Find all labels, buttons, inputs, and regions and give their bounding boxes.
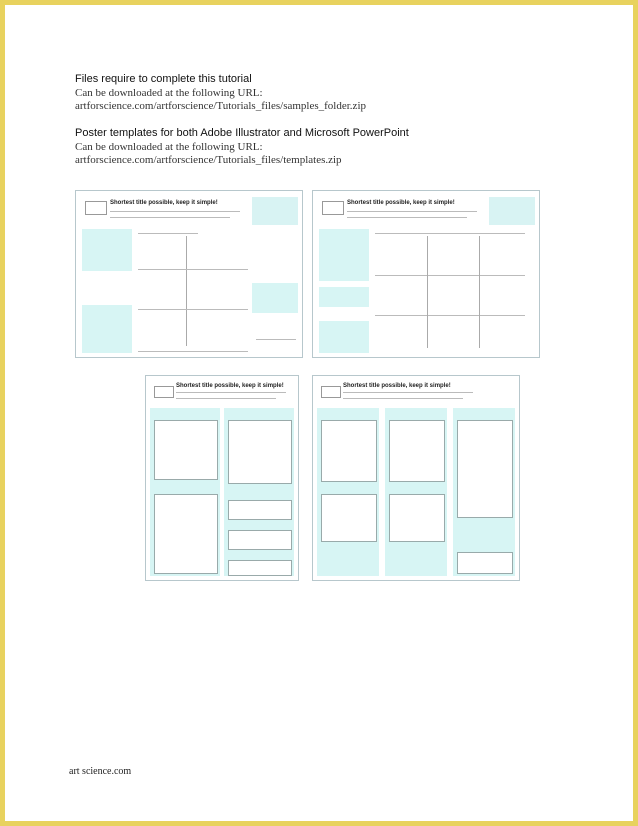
poster-thumbnail-3 xyxy=(145,375,299,581)
poster-thumbnail-4 xyxy=(312,375,520,581)
poster-title: Shortest title possible, keep it simple! xyxy=(343,383,451,389)
affiliations-line xyxy=(176,398,276,399)
files-url[interactable]: artforscience.com/artforscience/Tutorials_files/samples_folder.zip xyxy=(75,100,366,112)
methods-box xyxy=(319,287,369,307)
authors-line xyxy=(110,211,240,212)
section-line-3 xyxy=(375,315,525,316)
grid-line-1 xyxy=(138,269,248,270)
section-line-2 xyxy=(375,275,525,276)
grid-divider-1 xyxy=(427,236,428,348)
templates-line-1: Can be downloaded at the following URL: xyxy=(75,141,263,153)
authors-line xyxy=(347,211,477,212)
intro-gap xyxy=(82,271,132,305)
section-line-1 xyxy=(375,233,525,234)
intro-panel xyxy=(154,420,218,480)
poster-thumbnail-2 xyxy=(312,190,540,358)
results-panel-2 xyxy=(389,494,445,542)
poster-title: Shortest title possible, keep it simple! xyxy=(110,200,218,206)
grid-divider-2 xyxy=(479,236,480,348)
figure-caption-line xyxy=(138,233,198,234)
results-panel xyxy=(389,420,445,482)
logo-placeholder xyxy=(154,386,174,398)
poster-title: Shortest title possible, keep it simple! xyxy=(176,383,284,389)
intro-column xyxy=(319,229,369,281)
grid-divider xyxy=(186,236,187,346)
affiliations-line xyxy=(343,398,463,399)
conclusion-panel xyxy=(228,500,292,520)
templates-heading: Poster templates for both Adobe Illustrator and Microsoft PowerPoint xyxy=(75,127,409,139)
templates-url[interactable]: artforscience.com/artforscience/Tutorials_files/templates.zip xyxy=(75,154,342,166)
grid-line-2 xyxy=(138,309,248,310)
grid-line-3 xyxy=(138,351,248,352)
logo-placeholder xyxy=(322,201,344,215)
contact-box xyxy=(252,197,298,225)
conclusion-box xyxy=(252,283,298,313)
authors-line xyxy=(343,392,473,393)
references-line xyxy=(256,339,296,340)
methods-panel xyxy=(321,494,377,542)
references-panel xyxy=(228,530,292,550)
footer-brand: art science.com xyxy=(69,766,132,777)
acknowledgements-panel xyxy=(228,560,292,576)
references-panel xyxy=(457,552,513,574)
poster-thumbnail-1 xyxy=(75,190,303,358)
authors-line xyxy=(176,392,286,393)
conclusion-box xyxy=(319,321,369,353)
files-heading: Files require to complete this tutorial xyxy=(75,73,252,85)
discussion-panel xyxy=(457,420,513,518)
methods-panel xyxy=(154,494,218,574)
contact-box xyxy=(489,197,535,225)
document-page xyxy=(5,5,633,821)
affiliations-line xyxy=(347,217,467,218)
results-panel xyxy=(228,420,292,484)
logo-placeholder xyxy=(321,386,341,398)
files-line-1: Can be downloaded at the following URL: xyxy=(75,87,263,99)
logo-placeholder xyxy=(85,201,107,215)
poster-title: Shortest title possible, keep it simple! xyxy=(347,200,455,206)
intro-panel xyxy=(321,420,377,482)
affiliations-line xyxy=(110,217,230,218)
